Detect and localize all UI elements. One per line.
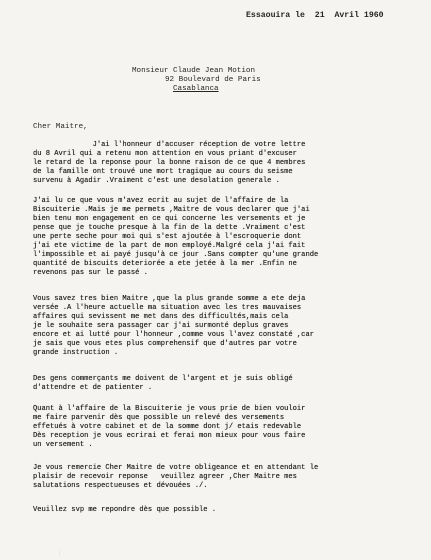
paragraph-line: Des gens commerçants me doivent de l'argent et je suis obligé: [33, 375, 293, 383]
paragraph-line: Je vous remercie Cher Maitre de votre obligeance et en attendant le: [33, 464, 319, 472]
paragraph-line: du 8 Avril qui a retenu mon attention en vous priant d'excuser: [33, 150, 297, 158]
paragraph-line: je le souhaite sera passager car j'ai surmonté deplus graves: [33, 322, 289, 330]
paragraph-line: affaires qui sevissent me met dans des difficultés,mais cela: [33, 313, 289, 321]
paragraph-line: grande instruction .: [33, 349, 119, 357]
paragraph-line: revenons pas sur le passé .: [33, 269, 148, 277]
paragraph-line: versée .A l'heure actuelle ma situation avec les tres mauvaises: [33, 304, 302, 312]
paragraph-line: J'ai lu ce que vous m'avez ecrit au sujet de l'affaire de la: [33, 197, 289, 205]
paragraph-line: encore et ai lutté pour l'honneur ,comme vous l'avez constaté ,car: [33, 331, 314, 339]
paragraph-line: Vous savez tres bien Maitre ,que la plus grande somme a ete deja: [33, 295, 306, 303]
recipient-city: Casablanca: [173, 85, 219, 93]
paragraph-line: survenu à Agadir .Vraiment c'est une desolation generale .: [33, 177, 280, 185]
paragraph-line: effetués à votre cabinet et de la somme dont j/ etais redevable: [33, 423, 302, 431]
paragraph-line: Veuillez svp me repondre dès que possible .: [33, 506, 217, 514]
paragraph-line: d'attendre et de patienter .: [33, 384, 153, 392]
page-mark: ⋮: [57, 550, 62, 556]
letter-date: Essaouira le 21 Avril 1960: [246, 11, 384, 20]
paragraph-line: une perte seche pour moi qui s'est ajoutée à l'escroquerie dont: [33, 233, 302, 241]
paragraph-line: quantité de biscuits deteriorée a ete jetée à la mer .Enfin ne: [33, 260, 297, 268]
paragraph-line: plaisir de recevoir reponse veuillez agreer ,Cher Maitre mes: [33, 473, 297, 481]
paragraph-line: j'ai ete victime de la part de mon employé.Malgré cela j'ai fait: [33, 242, 306, 250]
paragraph-line: J'ai l'honneur d'accuser réception de votre lettre: [33, 141, 306, 149]
paragraph-line: Dès reception je vous ecrirai et ferai mon mieux pour vous faire: [33, 432, 306, 440]
paragraph-line: de la famille ont trouvé une mort tragique au cours du seisme: [33, 168, 293, 176]
paragraph-line: un versement .: [33, 441, 93, 449]
salutation: Cher Maitre,: [33, 123, 88, 131]
paragraph-line: me faire parvenir dès que possible un relevé des versements: [33, 414, 285, 422]
paragraph-line: Quant à l'affaire de la Biscuiterie je vous prie de bien vouloir: [33, 405, 306, 413]
paragraph-line: bien tenu mon engagement en ce qui concerne les versements et je: [33, 215, 306, 223]
paragraph-line: Biscuiterie .Mais je me permets ,Maitre de vous declarer que j'ai: [33, 206, 310, 214]
paragraph-line: le retard de la reponse pour la bonne raison de ce que 4 membres: [33, 159, 306, 167]
paragraph-line: salutations respectueuses et dévouées ./.: [33, 482, 208, 490]
paragraph-line: pense que je touche presque à la fin de la dette .Vraiment c'est: [33, 224, 306, 232]
paragraph-line: je sais que vous etes plus comprehensif que d'autres par votre: [33, 340, 297, 348]
recipient-name: Monsieur Claude Jean Motion: [132, 67, 256, 75]
paragraph-line: l'impossible et ai payé jusqu'à ce jour .Sans compter qu'une grande: [33, 251, 319, 259]
recipient-street: 92 Boulevard de Paris: [165, 76, 261, 84]
